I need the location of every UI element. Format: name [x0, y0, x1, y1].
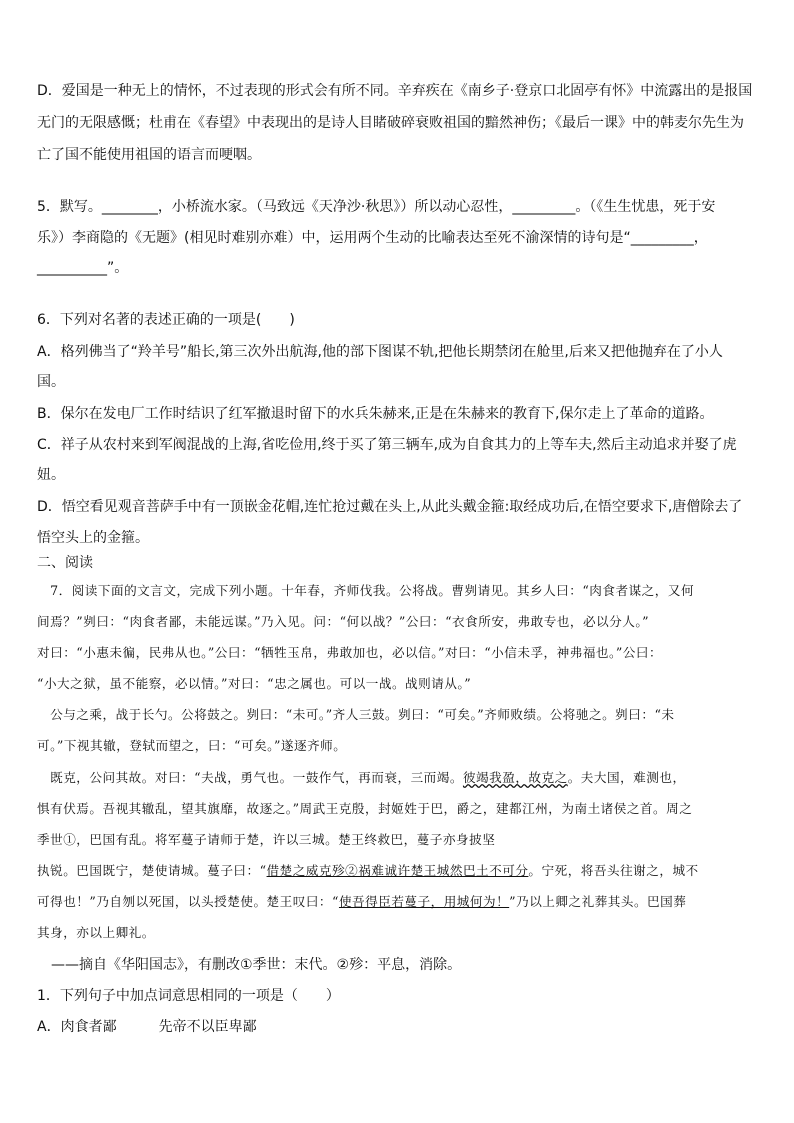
passage-line: 公与之乘，战于长勺。公将鼓之。刿曰：“未可。”齐人三鼓。刿曰：“可矣。”齐师败绩。公将驰之。刿曰：“未 [37, 707, 675, 722]
passage-text: ”乃以上卿之礼葬其头。巴国葬 [509, 894, 687, 909]
text-line: __________”。 [37, 260, 129, 276]
passage-line: 惧有伏焉。吾视其辙乱，望其旗靡，故逐之。”周武王克殷，封姬姓于巴，爵之，建都江州，为南土诸侯之首。周之 [37, 801, 693, 816]
passage-text: 既克，公问其故。对曰：“夫战，勇气也。一鼓作气，再而衰，三而竭。 [37, 770, 463, 785]
passage-line: 可。”下视其辙，登轼而望之，曰：“可矣。”遂逐齐师。 [37, 738, 347, 753]
passage-line [37, 861, 764, 881]
passage-source: ——摘自《华阳国志》，有删改①季世：末代。②殄：平息，消除。 [37, 957, 462, 973]
text-line: 亡了国不能使用祖国的语言而哽咽。 [37, 147, 261, 163]
option-d: D．悟空看见观音菩萨手中有一顶嵌金花帽,连忙抢过戴在头上,从此头戴金箍:取经成功后,在悟空要求下,唐僧除去了 [37, 499, 743, 515]
passage-line: 季世①，巴国有乱。将军蔓子请师于楚，许以三城。楚王终救巴，蔓子亦身披坚 [37, 832, 496, 847]
underlined-sentence: 借楚之威克殄②祸难诚许楚王城然巴土不可分 [266, 863, 529, 878]
question-stem: 1．下列句子中加点词意思相同的一项是（ ） [37, 988, 340, 1004]
option-c-cont: 妞。 [37, 467, 65, 483]
passage-line [37, 768, 764, 788]
question-stem: 6．下列对名著的表述正确的一项是( ) [37, 312, 295, 328]
passage-line: 7．阅读下面的文言文，完成下列小题。十年春，齐师伐我。公将战。曹刿请见。其乡人曰：“肉食者谋之，又何 [37, 583, 695, 598]
underlined-sentence: 使吾得臣若蔓子，用城何为！ [338, 894, 510, 909]
passage-text: 。夫大国，难测也， [567, 770, 686, 785]
option-a: A．肉食者鄙 先帝不以臣卑鄙 [37, 1019, 257, 1035]
option-c: C．祥子从农村来到军阀混战的上海,省吃俭用,终于买了第三辆车,成为自食其力的上等车夫,然后主动追求并娶了虎 [37, 437, 737, 453]
passage-line: 其身，亦以上卿礼。 [37, 925, 155, 940]
passage-line: “小大之狱，虽不能察，必以情。”对曰：“忠之属也。可以一战。战则请从。” [37, 676, 472, 691]
passage-line: 对曰：“小惠未徧，民弗从也。”公曰：“牺牲玉帛，弗敢加也，必以信。”对曰：“小信未孚，神弗福也。”公曰： [37, 645, 663, 660]
text-line: D．爱国是一种无上的情怀，不过表现的形式会有所不同。辛弃疾在《南乡子·登京口北固亭有怀》中流露出的是报国 [37, 83, 753, 99]
passage-line: 间焉？”刿曰：“肉食者鄙，未能远谋。”乃入见。问：“何以战？”公曰：“衣食所安，弗敢专也，必以分人。” [37, 614, 650, 629]
text-line: 5．默写。________，小桥流水家。（马致远《天净沙·秋思》）所以动心忍性，_________。（《生生忧患，死于安 [37, 199, 716, 215]
option-d-cont: 悟空头上的金箍。 [37, 530, 149, 546]
option-a-cont: 国。 [37, 374, 65, 390]
underlined-sentence: 彼竭我盈，故克之 [462, 770, 568, 785]
passage-text: 可得也！”乃自刎以死国，以头授楚使。楚王叹曰：“ [37, 894, 339, 909]
section-heading: 二、阅读 [37, 555, 93, 571]
passage-text: 。宁死，将吾头往谢之，城不 [528, 863, 699, 878]
option-b: B．保尔在发电厂工作时结识了红军撤退时留下的水兵朱赫来,正是在朱赫来的教育下,保尔走上了革命的道路。 [37, 406, 714, 422]
passage-line [37, 892, 764, 912]
passage-text: 执锐。巴国既宁，楚使请城。蔓子曰：“ [37, 863, 267, 878]
option-a: A．格列佛当了“羚羊号”船长,第三次外出航海,他的部下图谋不轨,把他长期禁闭在舱里,后来又把他抛弃在了小人 [37, 344, 723, 360]
text-line: 乐》）李商隐的《无题》(相见时难别亦难）中，运用两个生动的比喻表达至死不渝深情的诗句是“_________， [37, 230, 708, 246]
text-line: 无门的无限感慨；杜甫在《春望》中表现出的是诗人目睹破碎衰败祖国的黯然神伤；《最后一课》中的韩麦尔先生为 [37, 115, 744, 131]
